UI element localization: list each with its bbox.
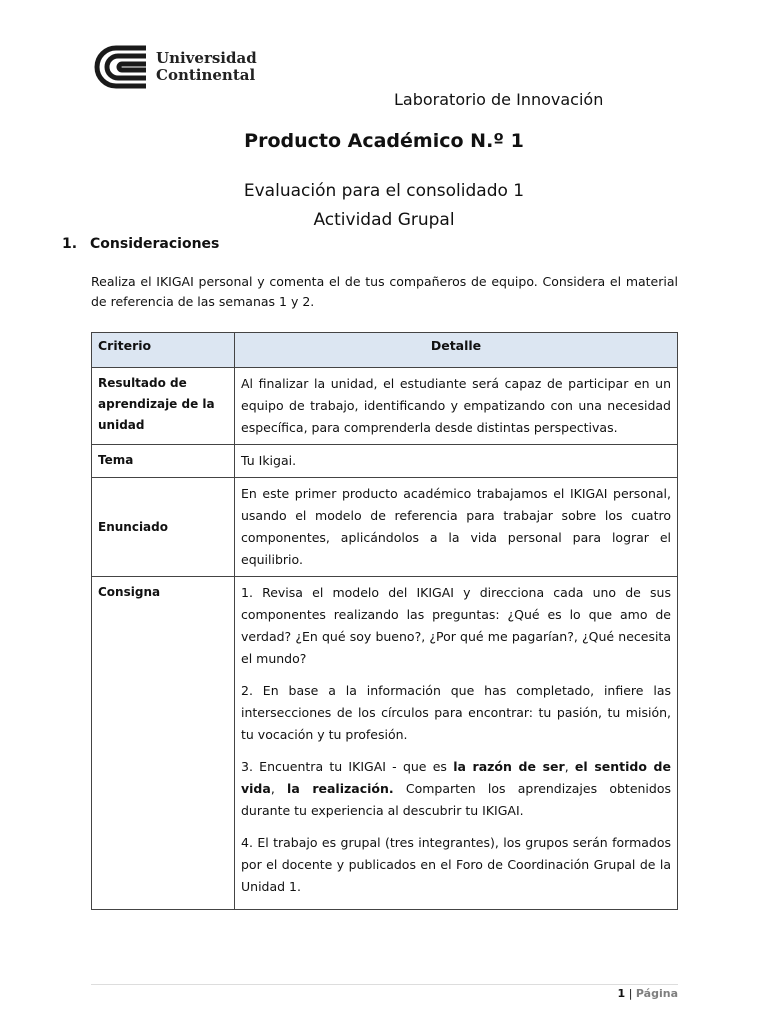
section-number: 1. bbox=[62, 236, 78, 252]
consigna-step-4: 4. El trabajo es grupal (tres integrantes), los grupos serán formados por el docente y publicados en el Foro de Coordinación Grupal de la Unidad 1. bbox=[241, 835, 671, 894]
page-separator: | bbox=[625, 987, 636, 1000]
footer-divider bbox=[91, 984, 678, 985]
table-row bbox=[92, 577, 678, 910]
consigna-step-1: 1. Revisa el modelo del IKIGAI y direcciona cada uno de sus componentes realizando las preguntas: ¿Qué es lo que amo de verdad? ¿En qué soy bueno?, ¿Por qué me pagarían?, ¿Qué necesita el mundo? bbox=[241, 585, 671, 666]
page-word: Página bbox=[635, 987, 678, 1000]
consigna-step-2: 2. En base a la información que has completado, infiere las intersecciones de los círculos para encontrar: tu pasión, tu misión, tu vocación y tu profesión. bbox=[241, 683, 671, 742]
step3-bold-sentido: el sentido de vida bbox=[241, 759, 671, 796]
row-label-resultado: Resultado de aprendizaje de la unidad bbox=[92, 368, 235, 445]
row-text-tema: Tu Ikigai. bbox=[235, 445, 678, 478]
step3-text-e: Comparten los aprendizajes obtenidos durante tu experiencia al descubrir tu IKIGAI. bbox=[241, 781, 671, 818]
table-row bbox=[92, 368, 678, 445]
document-title: Producto Académico N.º 1 bbox=[244, 130, 524, 152]
continental-logo-icon bbox=[90, 44, 150, 90]
row-label-enunciado: Enunciado bbox=[92, 478, 235, 577]
subtitle-line1: Evaluación para el consolidado 1 bbox=[243, 181, 525, 201]
university-logo bbox=[90, 44, 257, 90]
subtitle-line2: Actividad Grupal bbox=[313, 210, 455, 230]
step3-text-a: 3. Encuentra tu IKIGAI - que es bbox=[241, 759, 454, 774]
consigna-step-3 bbox=[241, 756, 671, 822]
row-text-resultado: Al finalizar la unidad, el estudiante será capaz de participar en un equipo de trabajo, identificando y empatizando con una necesidad específica, para comprenderla desde distintas perspectivas. bbox=[235, 368, 678, 445]
table-header-row bbox=[92, 333, 678, 368]
row-label-tema: Tema bbox=[92, 445, 235, 478]
section-heading bbox=[62, 236, 219, 252]
page-footer bbox=[560, 987, 678, 1000]
logo-wordmark bbox=[156, 50, 257, 84]
header-detalle: Detalle bbox=[235, 333, 678, 368]
document-subtitle bbox=[0, 177, 768, 235]
row-text-enunciado: En este primer producto académico trabajamos el IKIGAI personal, usando el modelo de referencia para trabajar sobre los cuatro componentes, aplicándolos a la vida personal para lograr el equilibrio. bbox=[235, 478, 678, 577]
table-row bbox=[92, 478, 678, 577]
page-number: 1 bbox=[617, 987, 626, 1000]
intro-paragraph: Realiza el IKIGAI personal y comenta el de tus compañeros de equipo. Considera el material de referencia de las semanas 1 y 2. bbox=[91, 274, 678, 309]
step3-bold-razon: la razón de ser bbox=[453, 759, 565, 774]
table-row bbox=[92, 445, 678, 478]
step3-comma-2: , bbox=[270, 781, 288, 796]
step3-comma-1: , bbox=[564, 759, 575, 774]
row-label-consigna: Consigna bbox=[92, 577, 235, 910]
section-title: Consideraciones bbox=[90, 236, 220, 252]
row-text-consigna bbox=[235, 577, 678, 910]
lab-heading: Laboratorio de Innovación bbox=[394, 90, 604, 109]
header-criterio: Criterio bbox=[92, 333, 235, 368]
step3-bold-realizacion: la realización. bbox=[287, 781, 394, 796]
logo-line1: Universidad bbox=[156, 49, 257, 67]
criteria-table bbox=[91, 332, 678, 910]
logo-line2: Continental bbox=[156, 66, 256, 84]
